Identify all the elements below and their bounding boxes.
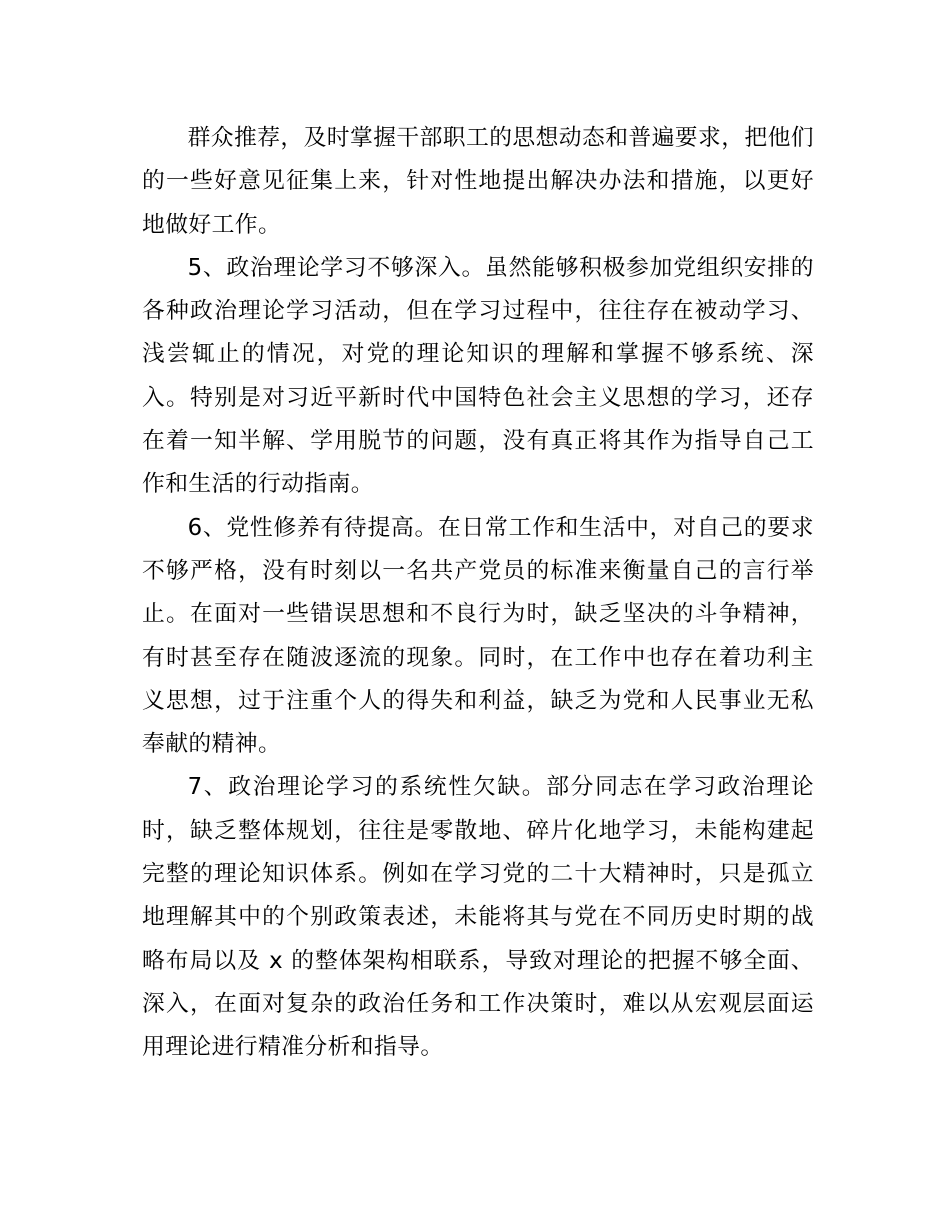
- paragraph-item-5: 5、政治理论学习不够深入。虽然能够积极参加党组织安排的各种政治理论学习活动，但在学习过程中，往往存在被动学习、浅尝辄止的情况，对党的理论知识的理解和掌握不够系统、深入。特别是对习近平新时代中国特色社会主义思想的学习，还存在着一知半解、学用脱节的问题，没有真正将其作为指导自己工作和生活的行动指南。: [142, 254, 814, 498]
- paragraph-continuation: 群众推荐，及时掌握干部职工的思想动态和普遍要求，把他们的一些好意见征集上来，针对性地提出解决办法和措施，以更好地做好工作。: [142, 125, 814, 238]
- paragraph-item-6: 6、党性修养有待提高。在日常工作和生活中，对自己的要求不够严格，没有时刻以一名共产党员的标准来衡量自己的言行举止。在面对一些错误思想和不良行为时，缺乏坚决的斗争精神，有时甚至存在随波逐流的现象。同时，在工作中也存在着功利主义思想，过于注重个人的得失和利益，缺乏为党和人民事业无私奉献的精神。: [142, 514, 814, 758]
- document-body: [142, 117, 814, 1070]
- paragraph-item-7: 7、政治理论学习的系统性欠缺。部分同志在学习政治理论时，缺乏整体规划，往往是零散地、碎片化地学习，未能构建起完整的理论知识体系。例如在学习党的二十大精神时，只是孤立地理解其中的个别政策表述，未能将其与党在不同历史时期的战略布局以及 x 的整体架构相联系，导致对理论的把握不够全面、深入，在面对复杂的政治任务和工作决策时，难以从宏观层面运用理论进行精准分析和指导。: [142, 774, 814, 1061]
